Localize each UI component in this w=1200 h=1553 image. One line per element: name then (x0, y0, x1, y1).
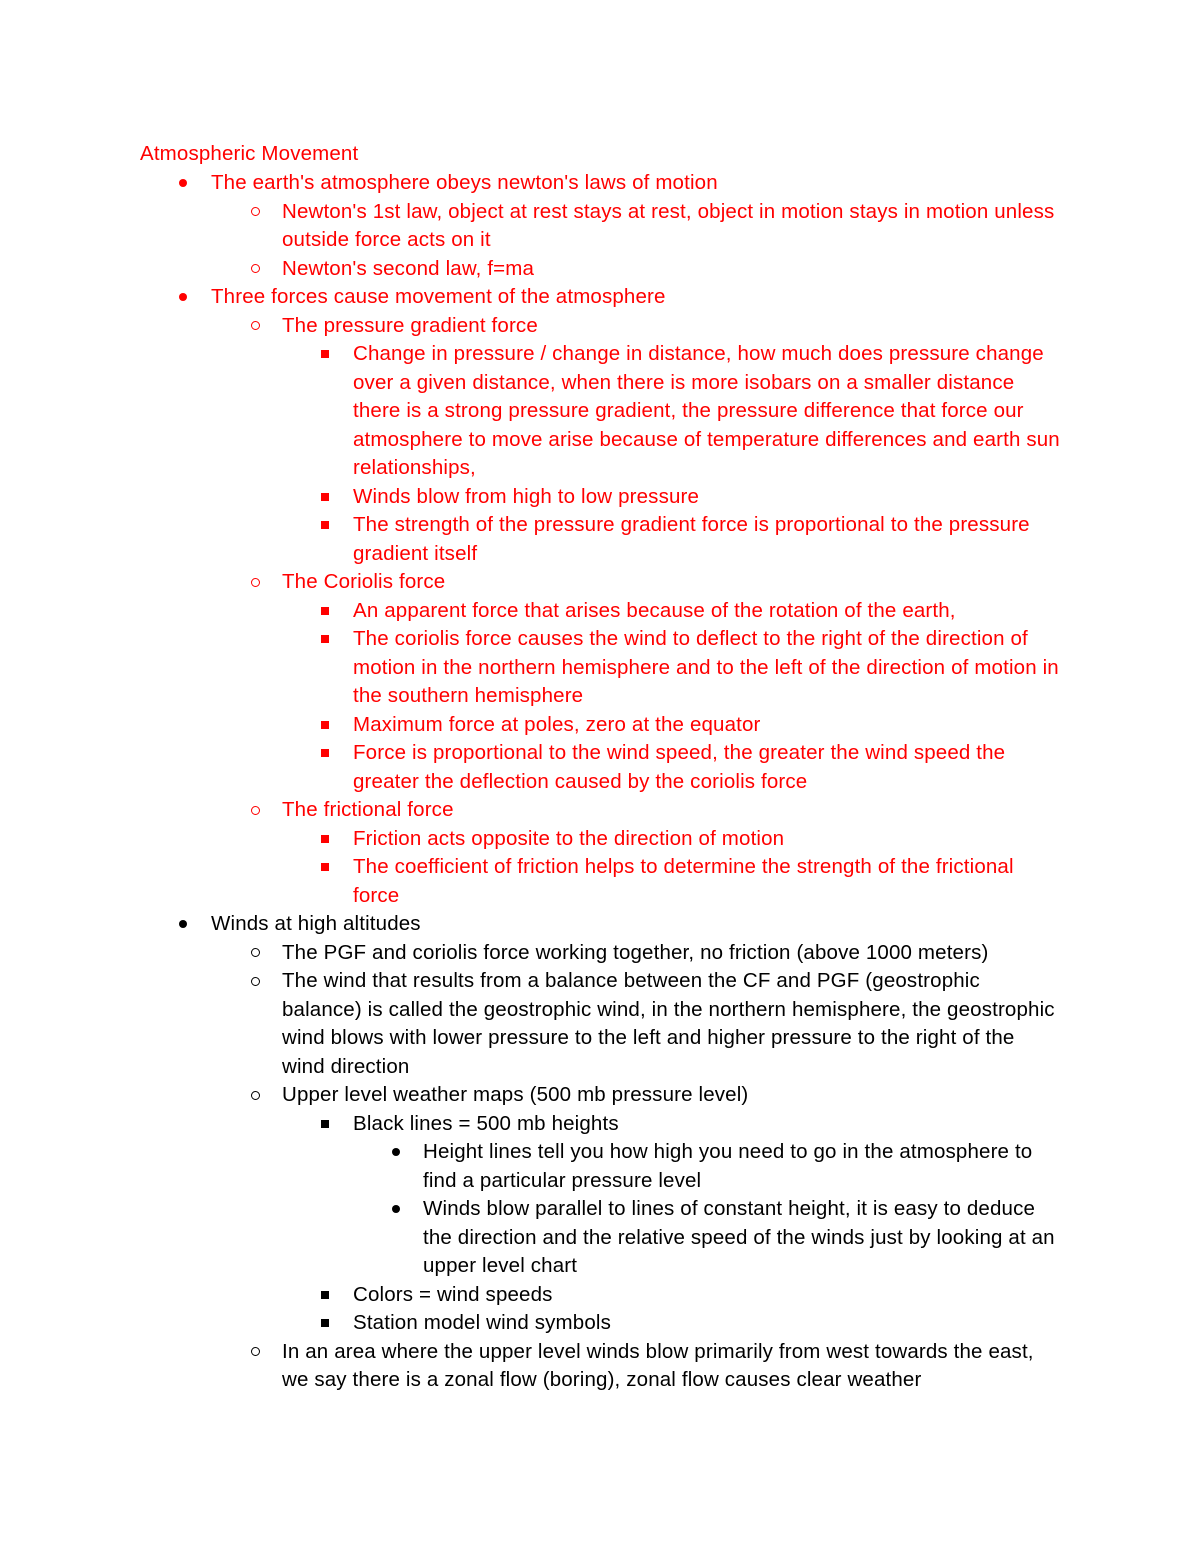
list-item-level-1 (0, 169, 1200, 198)
list-item-text: The Coriolis force (282, 570, 446, 593)
list-item-text: Change in pressure / change in distance, how much does pressure change over a given distance, when there is more isobars on a smaller distance there is a strong pressure gradient, the pressure difference that force our atmosphere to move arise because of temperature differences and earth sun relationships, (353, 342, 1060, 479)
list-item-text: The earth's atmosphere obeys newton's laws of motion (211, 171, 718, 194)
list-item-level-2 (0, 312, 1200, 341)
list-item-level-3 (0, 1281, 1200, 1310)
list-item-text: Winds blow from high to low pressure (353, 484, 700, 508)
hollow-circle-icon (248, 198, 262, 227)
list-item-level-2 (0, 198, 1200, 255)
list-item-text: Station model wind symbols (353, 1311, 611, 1334)
list-item-text: Winds at high altitudes (211, 912, 421, 935)
list-item-text: An apparent force that arises because of the rotation of the earth, (353, 598, 956, 622)
list-item-text: The pressure gradient force (282, 313, 538, 337)
filled-dot-icon (176, 169, 190, 198)
list-item-level-1 (0, 910, 1200, 939)
hollow-circle-icon (248, 796, 262, 825)
list-item-level-1 (0, 283, 1200, 312)
list-item-text: Black lines = 500 mb heights (353, 1111, 619, 1135)
filled-square-icon (318, 483, 332, 512)
list-item-text: Height lines tell you how high you need to go in the atmosphere to find a particular pressure level (423, 1140, 1033, 1192)
hollow-circle-icon (248, 255, 262, 284)
filled-square-icon (318, 1281, 332, 1310)
filled-dot-icon (176, 283, 190, 312)
filled-square-icon (318, 597, 332, 626)
list-item-level-2 (0, 1338, 1200, 1395)
list-item-level-2 (0, 255, 1200, 284)
list-item-level-3 (0, 340, 1200, 483)
list-item-text: Force is proportional to the wind speed, the greater the wind speed the greater the deflection caused by the coriolis force (353, 741, 1006, 793)
list-item-level-3 (0, 1110, 1200, 1139)
list-item-level-2 (0, 1081, 1200, 1110)
filled-square-icon (318, 625, 332, 654)
list-item-level-3 (0, 1309, 1200, 1338)
list-item-text: Maximum force at poles, zero at the equator (353, 712, 761, 736)
bullet-outline (0, 169, 1200, 1395)
hollow-circle-icon (248, 312, 262, 341)
filled-square-icon (318, 340, 332, 369)
notes-body (0, 139, 1200, 1395)
list-item-text: The wind that results from a balance between the CF and PGF (geostrophic balance) is called the geostrophic wind, in the northern hemisphere, the geostrophic wind blows with lower pressure to the left and higher pressure to the right of the wind direction (282, 969, 1055, 1078)
list-item-text: The frictional force (282, 798, 454, 821)
hollow-circle-icon (248, 1338, 262, 1367)
list-item-text: Friction acts opposite to the direction of motion (353, 826, 785, 850)
filled-square-icon (318, 1309, 332, 1338)
filled-square-icon (318, 853, 332, 882)
list-item-level-2 (0, 967, 1200, 1081)
list-item-text: Upper level weather maps (500 mb pressure level) (282, 1083, 749, 1106)
document-title: Atmospheric Movement (140, 142, 359, 165)
hollow-circle-icon (248, 967, 262, 996)
filled-square-icon (318, 711, 332, 740)
hollow-circle-icon (248, 568, 262, 597)
filled-square-icon (318, 1110, 332, 1139)
list-item-level-3 (0, 597, 1200, 626)
list-item-text: Winds blow parallel to lines of constant height, it is easy to deduce the direction and the relative speed of the winds just by looking at an upper level chart (423, 1197, 1055, 1277)
list-item-text: The strength of the pressure gradient force is proportional to the pressure gradient itself (353, 513, 1030, 565)
hollow-circle-icon (248, 1081, 262, 1110)
filled-dot-icon (176, 910, 190, 939)
filled-square-icon (318, 511, 332, 540)
list-item-level-2 (0, 796, 1200, 825)
list-item-level-3 (0, 825, 1200, 854)
filled-square-icon (318, 825, 332, 854)
list-item-level-2 (0, 568, 1200, 597)
list-item-level-3 (0, 511, 1200, 568)
list-item-level-4 (0, 1195, 1200, 1281)
list-item-text: The PGF and coriolis force working together, no friction (above 1000 meters) (282, 940, 989, 964)
list-item-text: Newton's second law, f=ma (282, 256, 535, 280)
filled-dot-icon (389, 1195, 403, 1224)
list-item-level-3 (0, 853, 1200, 910)
list-item-text: Colors = wind speeds (353, 1282, 553, 1306)
filled-square-icon (318, 739, 332, 768)
list-item-level-3 (0, 739, 1200, 796)
list-item-level-4 (0, 1138, 1200, 1195)
list-item-text: The coriolis force causes the wind to deflect to the right of the direction of motion in the northern hemisphere and to the left of the direction of motion in the southern hemisphere (353, 627, 1059, 707)
list-item-level-3 (0, 483, 1200, 512)
list-item-text: Newton's 1st law, object at rest stays at rest, object in motion stays in motion unless outside force acts on it (282, 199, 1055, 251)
hollow-circle-icon (248, 939, 262, 968)
list-item-text: Three forces cause movement of the atmosphere (211, 285, 666, 308)
list-item-text: In an area where the upper level winds blow primarily from west towards the east, we say there is a zonal flow (boring), zonal flow causes clear weather (282, 1339, 1034, 1391)
filled-dot-icon (389, 1138, 403, 1167)
list-item-level-3 (0, 625, 1200, 711)
list-item-level-3 (0, 711, 1200, 740)
list-item-level-2 (0, 939, 1200, 968)
list-item-text: The coefficient of friction helps to determine the strength of the frictional force (353, 855, 1014, 907)
